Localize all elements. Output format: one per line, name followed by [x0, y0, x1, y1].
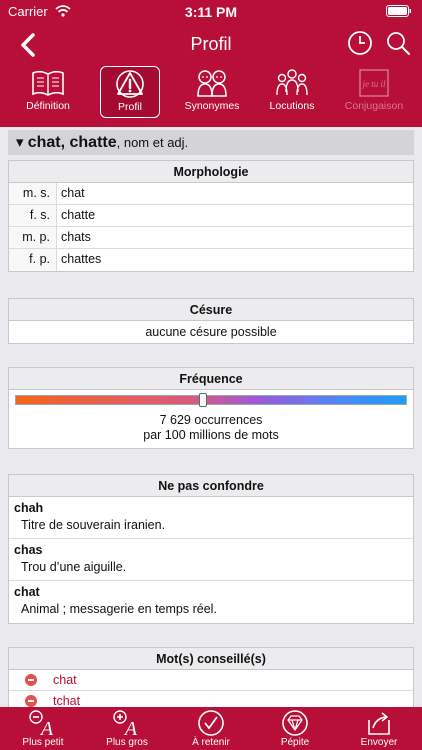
cesure-card [8, 298, 414, 344]
row-value: chattes [61, 252, 102, 266]
morphology-title: Morphologie [9, 161, 413, 183]
row-key: m. p. [9, 227, 57, 248]
toolbar-label: Envoyer [360, 737, 398, 748]
text-smaller-icon [28, 709, 58, 737]
row-key: f. p. [9, 249, 57, 271]
bigger-text-button[interactable] [92, 709, 162, 748]
tab-label: Locutions [269, 100, 315, 112]
toolbar-label: Plus gros [106, 737, 148, 748]
tab-definition[interactable] [6, 66, 90, 118]
collapse-triangle-icon: ▾ [16, 134, 24, 151]
svg-text:A: A [40, 718, 54, 737]
status-bar [0, 0, 422, 24]
top-bar [0, 0, 422, 127]
list-item[interactable] [9, 581, 413, 623]
battery-icon [386, 5, 412, 17]
tab-locutions[interactable] [250, 66, 334, 118]
page-title: Profil [190, 34, 232, 54]
frequence-title: Fréquence [9, 368, 413, 390]
cesure-value: aucune césure possible [145, 325, 277, 339]
confusable-definition: Trou d’une aiguille. [21, 560, 127, 574]
row-value: chat [61, 186, 85, 200]
a-retenir-button[interactable] [176, 709, 246, 748]
frequency-scale: par 100 millions de mots [143, 428, 279, 442]
status-time: 3:11 PM [184, 4, 238, 20]
diamond-icon [281, 709, 309, 737]
nav-bar [0, 24, 422, 64]
suggested-word-link[interactable]: tchat [53, 694, 81, 707]
table-row [9, 183, 413, 205]
morphology-card [8, 160, 414, 272]
tab-profil[interactable] [100, 66, 160, 118]
envoyer-button[interactable] [344, 709, 414, 748]
mots-conseilles-title: Mot(s) conseillé(s) [9, 648, 413, 670]
svg-text:A: A [124, 718, 138, 737]
book-icon [30, 68, 66, 98]
frequency-marker [199, 393, 207, 407]
share-icon [364, 709, 394, 737]
smaller-text-button[interactable] [8, 709, 78, 748]
cesure-title: Césure [9, 299, 413, 321]
tab-bar [0, 64, 422, 120]
row-key: f. s. [9, 205, 57, 226]
remove-icon[interactable] [9, 670, 53, 690]
headword-pos: , nom et adj. [116, 135, 189, 150]
tab-label: Synonymes [184, 100, 240, 112]
history-clock-icon[interactable] [347, 30, 373, 56]
headword: chat, chatte [27, 134, 117, 151]
confusable-definition: Animal ; messagerie en temps réel. [21, 602, 217, 616]
ne-pas-confondre-card [8, 474, 414, 624]
toolbar-label: Plus petit [22, 737, 64, 748]
tab-label: Conjugaison [344, 100, 404, 112]
group-people-icon [274, 68, 310, 98]
table-row [9, 227, 413, 249]
twins-icon [194, 68, 230, 98]
row-key: m. s. [9, 183, 57, 204]
carrier-label: Carrier [8, 4, 48, 19]
suggested-word-link[interactable]: chat [53, 673, 77, 687]
list-item[interactable] [9, 670, 413, 691]
table-row [9, 205, 413, 227]
pepite-button[interactable] [260, 709, 330, 748]
row-value: chats [61, 230, 91, 244]
headword-bar[interactable] [8, 130, 414, 155]
list-item[interactable] [9, 691, 413, 707]
frequency-occurrences: 7 629 occurrences [159, 413, 263, 427]
checkmark-circle-icon [197, 709, 225, 737]
tab-label: Définition [26, 100, 70, 112]
tab-synonymes[interactable] [170, 66, 254, 118]
row-value: chatte [61, 208, 96, 222]
conjugation-icon [357, 68, 391, 98]
remove-icon[interactable] [9, 691, 53, 707]
toolbar-label: Pépite [280, 737, 310, 748]
frequence-card [8, 367, 414, 449]
toolbar-label: À retenir [192, 737, 230, 748]
mots-conseilles-card [8, 647, 414, 707]
ne-pas-confondre-title: Ne pas confondre [9, 475, 413, 497]
tab-conjugaison[interactable] [332, 66, 416, 118]
table-row [9, 249, 413, 271]
list-item[interactable] [9, 497, 413, 539]
warning-icon [113, 69, 147, 99]
search-icon[interactable] [385, 30, 411, 56]
confusable-word: chah [14, 501, 44, 515]
confusable-word: chat [14, 585, 40, 599]
confusable-definition: Titre de souverain iranien. [21, 518, 166, 532]
profile-content[interactable] [0, 127, 422, 707]
text-bigger-icon [112, 709, 142, 737]
frequency-bar [15, 395, 407, 405]
bottom-toolbar [0, 707, 422, 750]
list-item[interactable] [9, 539, 413, 581]
confusable-word: chas [14, 543, 43, 557]
tab-label: Profil [118, 101, 142, 113]
conjugation-icon-text: je tu il [362, 79, 386, 89]
